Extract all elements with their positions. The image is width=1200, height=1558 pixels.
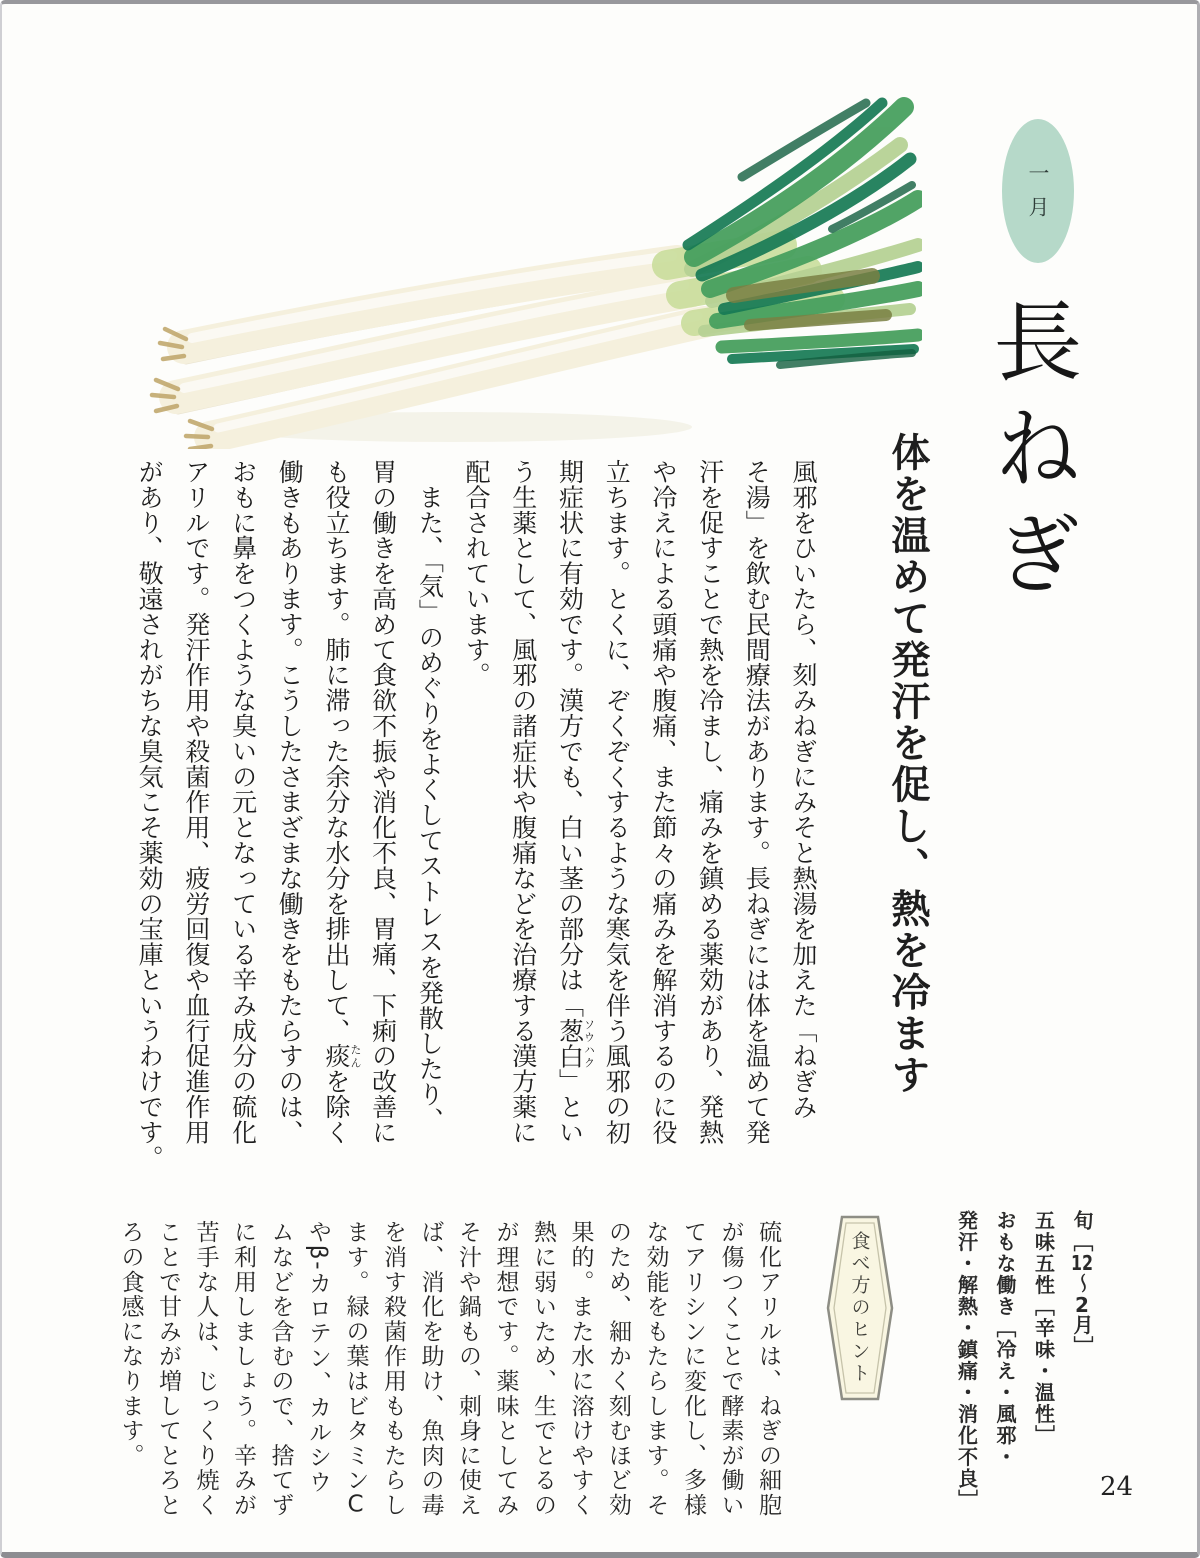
page-title: 長ねぎ [980, 296, 1083, 614]
hint-badge-label: 食べ方のヒント [848, 1231, 871, 1385]
month-badge [1000, 116, 1076, 266]
month-badge-label: 一月 [1026, 162, 1050, 230]
page-subtitle: 体を温めて発汗を促し、熱を冷ます [884, 432, 931, 1096]
facts-list: 旬［12〜2月］ 五味五性［辛味・温性］ おもな働き［冷え・風邪・ 発汗・解熱・鎮痛・消化不良］ [954, 1210, 1094, 1511]
page-number: 24 [1100, 1472, 1134, 1502]
hint-badge [824, 1214, 896, 1402]
hint-body: 硫化アリルは、ねぎの細胞 が傷つくことで酵素が働い てアリシンに変化し、多様 な効能をもたらします。そ のため、細かく刻むほど効 果的。また水に溶けやすく 熱に弱いため、生でとるの が理想です。薬味としてみ そ汁や鍋もの、刺身に使え ば、消化を助け、魚肉の毒 を消す殺菌作用ももたらし ます。緑の葉はビタミンC やβ‐カロテン、カルシウ ムなどを含むので、捨てず に利用しましょう。辛みが 苦手な人は、じっくり焼く ことで甘みが増してとろと ろの食感になります。 [117, 1220, 781, 1518]
negi-illustration [132, 59, 922, 449]
article-body: 風邪をひいたら、刻みねぎにみそと熱湯を加えた「ねぎみ そ湯」を飲む民間療法があります。長ねぎには体を温めて発 汗を促すことで熱を冷まし、痛みを鎮める薬効があり、発熱 や冷えによる頭痛や腹痛、また節々の痛みを解消するのに役 立ちます。とくに、ぞくぞくするような寒気を伴う風邪の初 期症状に有効です。漢方でも、白い茎の部分は「葱白ソウハク」とい う生薬として、風邪の諸症状や腹痛などを治療する漢方薬に 配合されています。 また、「気」のめぐりをよくしてストレスを発散したり、 胃の働きを高めて食欲不振や消化不良、胃痛、下痢の改善に も役立ちます。肺に滞った余分な水分を排出して、痰たんを除く 働きもあります。こうしたさまざまな働きをもたらすのは、 おもに鼻をつくような臭いの元となっている辛み成分の硫化 アリルです。発汗作用や殺菌作用、疲労回復や血行促進作用 があり、敬遠されがちな臭気こそ薬効の宝庫というわけです。 [135, 459, 818, 1171]
